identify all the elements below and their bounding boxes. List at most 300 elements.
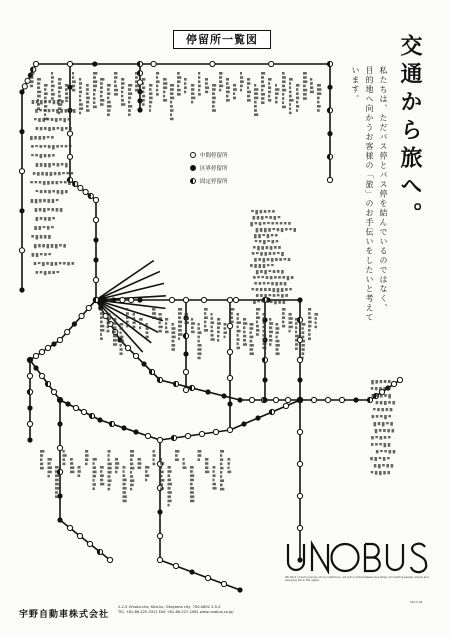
stop-name-glyph [287,276,290,280]
stop-name-glyph [130,454,134,457]
stop-name-glyph [163,95,165,98]
stop-name-glyph [237,338,240,341]
bus-stop-marker [65,329,70,334]
stop-name-glyph [149,109,151,112]
stop-name-glyph [391,429,394,432]
stop-name-glyph [133,313,135,316]
stop-name-glyph [65,190,68,193]
stop-name-glyph [278,276,281,279]
stop-name-glyph [178,308,182,311]
bus-stop-marker [311,397,316,402]
stop-name-glyph [275,97,278,100]
stop-name-glyph [36,217,39,221]
bus-stop-marker [189,569,194,574]
bus-stop-marker [102,297,107,302]
stop-name-glyph [289,103,291,106]
stop-name-glyph [190,474,194,477]
stop-name-glyph [289,288,292,290]
stop-name-glyph [156,76,158,79]
stop-name-glyph [107,317,111,320]
stop-name-glyph [220,467,223,470]
stop-name-glyph [269,339,272,342]
bus-stop-marker [92,61,97,66]
stop-name-glyph [37,86,40,89]
stop-name-glyph [205,86,209,89]
stop-name-glyph [191,97,195,100]
bus-stop-marker [83,189,88,194]
half-stop-icon [190,178,196,184]
stop-name-glyph [40,217,43,220]
bus-stop-marker [93,197,98,202]
stop-name-glyph [55,474,59,477]
stop-name-glyph [295,331,297,334]
stop-name-glyph [107,113,110,116]
legend-item-fixed [190,174,252,187]
bus-stop-marker [39,349,44,354]
stop-name-glyph [63,450,65,453]
stop-name-glyph [36,190,39,192]
stop-name-glyph [100,466,104,469]
stop-name-glyph [226,86,230,89]
stop-name-glyph [247,95,250,98]
stop-name-glyph [31,154,34,156]
stop-name-glyph [65,84,68,87]
stop-name-glyph [228,458,231,461]
stop-name-glyph [388,401,391,404]
stop-name-glyph [256,329,259,332]
stop-name-glyph [114,76,117,79]
stop-name-glyph [160,475,163,478]
stop-name-glyph [285,228,288,230]
stop-name-glyph [51,80,53,83]
stop-name-glyph [376,450,379,453]
stop-name-glyph [121,86,124,89]
stop-name-glyph [259,282,262,285]
stop-name-glyph [275,101,278,104]
stop-name-glyph [50,262,53,266]
stop-name-glyph [198,340,200,343]
bus-stop-marker [19,287,24,292]
stop-name-glyph [315,326,318,329]
stop-name-glyph [268,99,271,102]
stop-name-glyph [153,450,155,453]
stop-name-glyph [302,340,306,343]
stop-name-glyph [390,422,393,426]
stop-name-glyph [42,262,45,266]
stop-name-glyph [177,85,179,88]
stop-name-glyph [212,101,215,104]
stop-name-glyph [52,109,55,112]
stop-name-glyph [240,76,243,79]
stop-name-glyph [48,109,51,112]
stop-name-glyph [113,343,117,346]
stop-name-glyph [43,208,46,212]
stop-name-glyph [191,326,194,329]
stop-name-glyph [135,89,139,92]
stop-name-glyph [263,326,265,329]
stop-name-glyph [107,313,111,316]
stop-name-glyph [79,82,82,85]
stop-name-glyph [376,394,379,397]
stop-name-glyph [135,72,137,75]
stop-name-glyph [170,105,173,108]
stop-name-glyph [303,80,307,83]
stop-name-glyph [79,78,81,81]
stop-name-glyph [142,95,145,98]
stop-name-glyph [153,458,155,461]
stop-name-glyph [237,347,240,350]
stop-name-glyph [268,228,271,232]
stop-name-glyph [172,344,176,347]
stop-name-glyph [384,436,387,439]
stop-name-glyph [254,88,258,91]
stop-name-glyph [289,317,293,320]
route-line [30,300,96,440]
stop-name-glyph [289,321,293,324]
stop-name-glyph [38,136,41,140]
stop-name-glyph [268,82,270,85]
stop-name-glyph [42,244,45,247]
stop-name-glyph [146,323,148,326]
stop-name-glyph [383,471,386,474]
stop-name-glyph [289,107,291,110]
stop-name-glyph [36,100,39,103]
stop-name-glyph [250,323,254,326]
stop-name-glyph [41,172,44,175]
stop-name-glyph [258,264,261,268]
stop-name-glyph [230,316,233,319]
stop-name-glyph [175,458,179,461]
stop-name-glyph [38,226,41,230]
bus-stop-marker [169,297,174,302]
bus-stop-marker [262,377,267,382]
stop-name-glyph [39,109,42,111]
stop-name-glyph [212,84,216,87]
stop-name-glyph [374,464,377,468]
stop-name-glyph [190,500,194,503]
stop-name-glyph [86,84,89,87]
stop-name-glyph [72,85,75,88]
stop-name-glyph [211,326,213,329]
stop-name-glyph [32,253,35,257]
stop-name-glyph [79,91,82,94]
bus-stop-marker [210,61,215,66]
stop-name-glyph [50,172,53,176]
stop-name-glyph [37,103,40,106]
stop-name-glyph [282,308,286,311]
stop-name-glyph [296,84,300,87]
stop-name-glyph [254,234,257,238]
stop-name-glyph [108,458,110,461]
stop-name-glyph [163,82,167,85]
stop-name-glyph [121,91,123,94]
stop-name-glyph [198,454,202,457]
stop-name-glyph [281,294,284,298]
stop-name-glyph [243,335,246,338]
stop-name-glyph [267,234,270,238]
stop-name-glyph [51,97,54,100]
stop-name-glyph [65,92,68,95]
bus-stop-marker [269,61,274,66]
stop-name-glyph [237,342,239,345]
bus-stop-marker [33,365,38,370]
stop-name-glyph [263,317,266,320]
stop-name-glyph [270,246,273,250]
stop-name-glyph [205,462,208,465]
stop-name-glyph [93,479,95,482]
stop-name-glyph [372,394,375,397]
stop-name-glyph [107,321,111,324]
stop-name-glyph [58,172,61,175]
stop-name-glyph [69,145,72,147]
stop-name-glyph [251,210,254,212]
stop-name-glyph [261,93,265,96]
stop-name-glyph [219,89,221,92]
stop-name-glyph [220,463,222,466]
stop-name-glyph [243,326,245,329]
bus-stop-marker [273,397,278,402]
stop-name-glyph [120,327,123,330]
stop-name-glyph [100,78,104,81]
stop-name-glyph [285,294,288,297]
stop-name-glyph [57,163,60,167]
stop-name-glyph [230,321,234,324]
stop-name-glyph [264,210,267,213]
stop-name-glyph [113,322,117,325]
stop-name-glyph [86,97,90,100]
stop-name-glyph [170,92,173,95]
bus-stop-marker [19,129,24,134]
stop-name-glyph [184,82,186,85]
stop-name-glyph [114,80,116,83]
stop-name-glyph [39,208,42,211]
stop-name-glyph [56,208,59,212]
stop-name-glyph [51,244,54,248]
stop-name-glyph [93,76,96,79]
stop-name-glyph [190,470,193,473]
stop-name-glyph [142,86,145,89]
stop-name-glyph [220,488,224,491]
stop-name-glyph [254,101,257,104]
stop-name-glyph [184,86,187,89]
stop-name-glyph [43,226,46,228]
stop-name-glyph [282,316,285,319]
stop-name-glyph [121,103,125,106]
stop-name-glyph [135,76,138,79]
stop-name-glyph [276,348,279,351]
stop-name-glyph [281,252,284,256]
stop-name-glyph [370,457,373,460]
stop-name-glyph [79,112,81,115]
body-line: 目的地へ向かうお客様の「旅」のお手伝いをしたいと考えています。 [351,66,374,323]
stop-name-glyph [302,357,304,360]
stop-name-glyph [256,270,259,274]
stop-name-glyph [100,308,103,311]
stop-name-glyph [123,487,127,490]
stop-name-glyph [256,294,259,297]
stop-name-glyph [44,235,47,239]
stop-name-glyph [55,483,59,486]
stop-name-glyph [163,99,167,102]
stop-name-glyph [31,199,34,203]
stop-name-glyph [123,479,127,482]
stop-name-glyph [380,415,383,417]
stop-name-glyph [296,105,299,108]
stop-name-glyph [247,82,250,85]
stop-name-glyph [108,488,111,491]
stop-name-glyph [243,331,245,334]
stop-name-glyph [65,145,68,147]
stop-name-glyph [257,276,260,278]
bus-stop-marker [297,429,302,434]
stop-name-glyph [302,352,305,355]
stop-name-glyph [184,91,186,94]
bus-stop-marker [77,533,82,538]
stop-name-glyph [281,228,284,232]
stop-name-glyph [126,312,129,315]
stop-name-glyph [295,322,297,325]
stop-name-glyph [230,308,234,311]
stop-name-glyph [250,331,252,334]
stop-name-glyph [85,450,88,453]
stop-name-glyph [289,95,292,98]
stop-name-glyph [107,330,110,333]
stop-name-glyph [261,85,265,88]
stop-name-glyph [308,308,311,311]
stop-name-glyph [152,308,156,311]
stop-name-glyph [78,466,81,469]
bus-stop-marker [297,377,302,382]
stop-name-glyph [86,109,90,112]
stop-name-glyph [267,222,270,224]
stop-name-glyph [389,450,392,454]
stop-name-glyph [371,471,374,473]
stop-name-glyph [31,145,34,148]
stop-name-glyph [317,88,321,91]
stop-name-glyph [254,105,257,108]
stop-name-glyph [289,330,291,333]
stop-name-glyph [308,321,312,324]
stop-name-glyph [261,276,264,278]
stop-name-glyph [198,450,202,453]
stop-name-glyph [168,479,171,482]
stop-name-glyph [388,387,391,390]
stop-name-glyph [308,329,311,332]
stop-name-glyph [258,258,261,261]
stop-name-glyph [198,93,201,96]
stop-name-glyph [51,208,54,211]
bus-stop-marker [65,401,70,406]
stop-name-glyph [73,109,76,113]
stop-name-glyph [85,454,89,457]
stop-name-glyph [264,294,267,298]
stop-name-glyph [280,282,283,285]
bus-stop-marker [120,297,125,302]
stop-name-glyph [172,327,176,330]
stop-name-glyph [296,92,299,95]
stop-name-glyph [30,80,34,83]
stop-name-glyph [379,387,382,390]
stop-name-glyph [115,462,119,465]
stop-name-glyph [198,89,200,92]
stop-name-glyph [219,85,223,88]
stop-name-glyph [375,443,378,446]
stop-name-glyph [276,336,278,339]
bus-stop-marker [183,351,188,356]
bus-stop-marker [237,397,242,402]
stop-name-glyph [269,294,272,296]
stop-name-glyph [163,91,165,94]
stop-name-glyph [317,92,321,95]
stop-name-glyph [384,380,387,383]
stop-name-glyph [34,136,37,139]
stop-name-glyph [56,199,59,201]
bus-stop-marker [27,357,32,362]
stop-name-glyph [213,479,215,482]
stop-name-glyph [72,89,75,92]
bus-stop-marker [297,297,302,302]
stop-name-glyph [170,84,174,87]
stop-name-glyph [375,387,378,390]
stop-name-glyph [79,99,81,102]
stop-name-glyph [34,118,37,120]
bus-stop-marker [133,353,138,358]
stop-name-glyph [217,339,219,342]
stop-name-glyph [51,118,54,121]
stop-name-glyph [48,462,51,465]
stop-name-glyph [68,181,71,185]
stop-name-glyph [282,106,286,109]
stop-name-glyph [37,172,40,176]
stop-name-glyph [271,282,274,285]
stop-name-glyph [40,454,43,457]
stop-name-glyph [261,76,264,79]
stop-name-glyph [44,127,47,130]
stop-name-glyph [264,252,267,256]
bus-stop-marker [227,401,232,406]
stop-name-glyph [261,101,264,104]
stop-name-glyph [254,258,257,262]
stop-name-glyph [388,443,391,447]
stop-name-glyph [282,97,284,100]
stop-name-glyph [253,246,256,248]
stop-name-glyph [70,462,73,465]
stop-name-glyph [177,93,181,96]
stop-name-glyph [123,483,126,486]
stop-name-glyph [274,300,277,304]
stop-name-glyph [52,190,55,192]
stop-name-glyph [269,216,272,219]
brand-tagline: We think of each journey of our customers, not just a route between bus stops. Connecting people, places and everyday life in the region. [285,576,429,583]
stop-name-glyph [384,394,387,397]
stop-name-glyph [107,84,111,87]
stop-name-glyph [86,101,89,104]
stop-name-glyph [48,253,51,255]
stop-name-glyph [38,118,41,122]
stop-name-glyph [100,321,103,324]
stop-name-glyph [289,313,292,316]
stop-name-glyph [36,253,39,257]
stop-name-glyph [220,479,224,482]
stop-name-glyph [175,450,179,453]
stop-name-glyph [277,288,280,292]
stop-name-glyph [79,95,81,98]
stop-name-glyph [115,471,117,474]
stop-name-glyph [44,190,47,193]
stop-name-glyph [70,466,74,469]
stop-name-glyph [33,172,36,175]
stop-name-glyph [30,181,33,183]
